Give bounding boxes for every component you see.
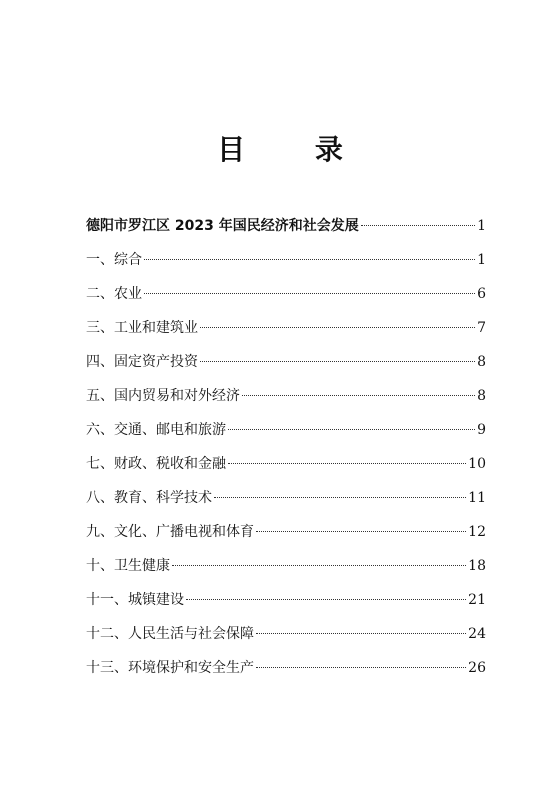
- toc-entry-page: 11: [468, 490, 486, 506]
- toc-entry[interactable]: [86, 556, 486, 590]
- toc-entry-label: 德阳市罗江区 2023 年国民经济和社会发展: [86, 218, 359, 234]
- toc-entry-label: 六、交通、邮电和旅游: [86, 422, 226, 438]
- toc-entry-label: 四、固定资产投资: [86, 354, 198, 370]
- table-of-contents: [86, 216, 486, 692]
- toc-entry[interactable]: [86, 284, 486, 318]
- toc-entry-page: 8: [477, 354, 486, 370]
- dot-leader: [200, 361, 475, 362]
- dot-leader: [256, 667, 466, 668]
- toc-entry-page: 8: [477, 388, 486, 404]
- toc-entry[interactable]: [86, 250, 486, 284]
- toc-entry-page: 18: [468, 558, 486, 574]
- toc-entry[interactable]: [86, 590, 486, 624]
- toc-entry-label: 十三、环境保护和安全生产: [86, 660, 254, 676]
- toc-entry[interactable]: [86, 420, 486, 454]
- dot-leader: [228, 463, 466, 464]
- toc-entry-label: 八、教育、科学技术: [86, 490, 212, 506]
- toc-entry-label: 九、文化、广播电视和体育: [86, 524, 254, 540]
- toc-entry-page: 21: [468, 592, 486, 608]
- toc-entry-label: 十一、城镇建设: [86, 592, 184, 608]
- toc-entry-label: 一、综合: [86, 252, 142, 268]
- toc-entry[interactable]: [86, 658, 486, 692]
- toc-entry-page: 1: [477, 218, 486, 234]
- toc-entry[interactable]: [86, 352, 486, 386]
- toc-entry-label: 十、卫生健康: [86, 558, 170, 574]
- dot-leader: [256, 531, 466, 532]
- dot-leader: [172, 565, 466, 566]
- toc-entry[interactable]: [86, 488, 486, 522]
- toc-entry-page: 1: [477, 252, 486, 268]
- dot-leader: [242, 395, 475, 396]
- page-title: 目 录: [217, 133, 373, 166]
- toc-entry[interactable]: [86, 318, 486, 352]
- toc-entry[interactable]: [86, 454, 486, 488]
- toc-entry[interactable]: [86, 522, 486, 556]
- toc-entry-page: 9: [477, 422, 486, 438]
- toc-entry-page: 6: [477, 286, 486, 302]
- toc-entry-page: 26: [468, 660, 486, 676]
- toc-entry-page: 24: [468, 626, 486, 642]
- toc-entry-label: 五、国内贸易和对外经济: [86, 388, 240, 404]
- dot-leader: [228, 429, 475, 430]
- dot-leader: [214, 497, 466, 498]
- toc-entry-page: 7: [477, 320, 486, 336]
- dot-leader: [144, 293, 475, 294]
- dot-leader: [186, 599, 466, 600]
- toc-entry-page: 12: [468, 524, 486, 540]
- toc-entry-label: 三、工业和建筑业: [86, 320, 198, 336]
- toc-entry[interactable]: [86, 624, 486, 658]
- toc-entry[interactable]: [86, 216, 486, 250]
- dot-leader: [144, 259, 475, 260]
- toc-entry[interactable]: [86, 386, 486, 420]
- dot-leader: [361, 225, 475, 226]
- dot-leader: [256, 633, 466, 634]
- toc-entry-label: 七、财政、税收和金融: [86, 456, 226, 472]
- toc-entry-page: 10: [468, 456, 486, 472]
- toc-entry-label: 十二、人民生活与社会保障: [86, 626, 254, 642]
- dot-leader: [200, 327, 475, 328]
- toc-entry-label: 二、农业: [86, 286, 142, 302]
